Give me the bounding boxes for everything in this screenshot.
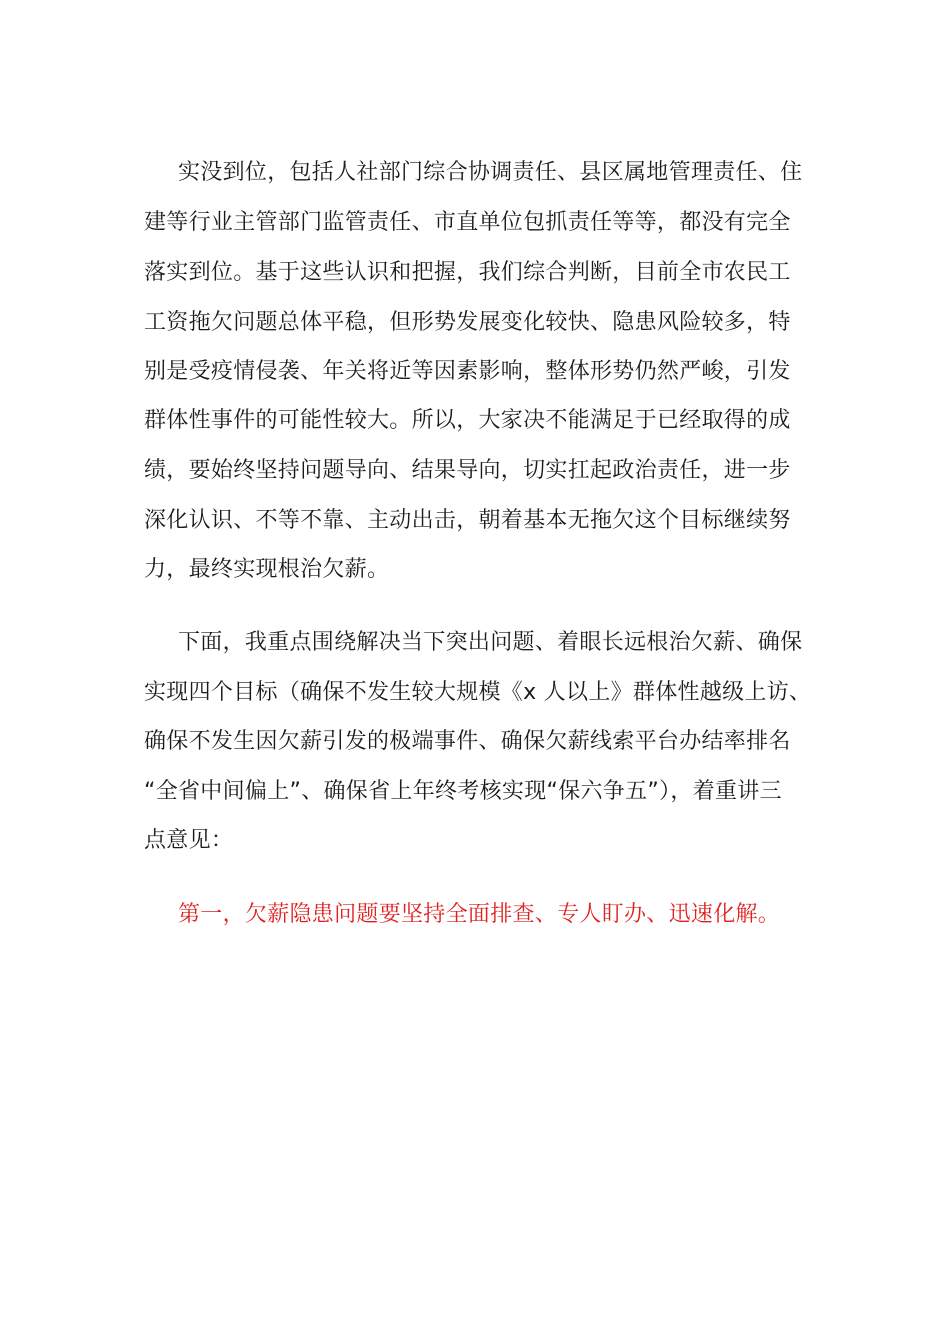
paragraph-line: 群体性事件的可能性较大。所以，大家决不能满足于已经取得的成: [144, 408, 791, 433]
paragraph-line: 确保不发生因欠薪引发的极端事件、确保欠薪线索平台办结率排名: [144, 729, 791, 754]
paragraph-line: 下面，我重点围绕解决当下突出问题、着眼长远根治欠薪、确保: [178, 630, 803, 655]
paragraph-line: 落实到位。基于这些认识和把握，我们综合判断，目前全市农民工: [144, 260, 791, 285]
paragraph-line: 建等行业主管部门监管责任、市直单位包抓责任等等，都没有完全: [144, 210, 791, 235]
paragraph-line: 点意见：: [144, 828, 234, 853]
paragraph-line: 力，最终实现根治欠薪。: [144, 557, 390, 582]
paragraph-line: 实没到位，包括人社部门综合协调责任、县区属地管理责任、住: [178, 160, 803, 185]
paragraph-line: 绩，要始终坚持问题导向、结果导向，切实扛起政治责任，进一步: [144, 458, 791, 483]
paragraph-line: 别是受疫情侵袭、年关将近等因素影响，整体形势仍然严峻，引发: [144, 359, 791, 384]
paragraph-line: 工资拖欠问题总体平稳，但形势发展变化较快、隐患风险较多，特: [144, 310, 791, 335]
paragraph-line: “全省中间偏上”、确保省上年终考核实现“保六争五”），着重讲三: [144, 779, 782, 804]
paragraph-line: 实现四个目标（确保不发生较大规模《x 人以上》群体性越级上访、: [144, 680, 812, 705]
paragraph-line: 深化认识、不等不靠、主动出击，朝着基本无拖欠这个目标继续努: [144, 508, 791, 533]
section-heading: 第一，欠薪隐患问题要坚持全面排查、专人盯办、迅速化解。: [178, 902, 781, 927]
